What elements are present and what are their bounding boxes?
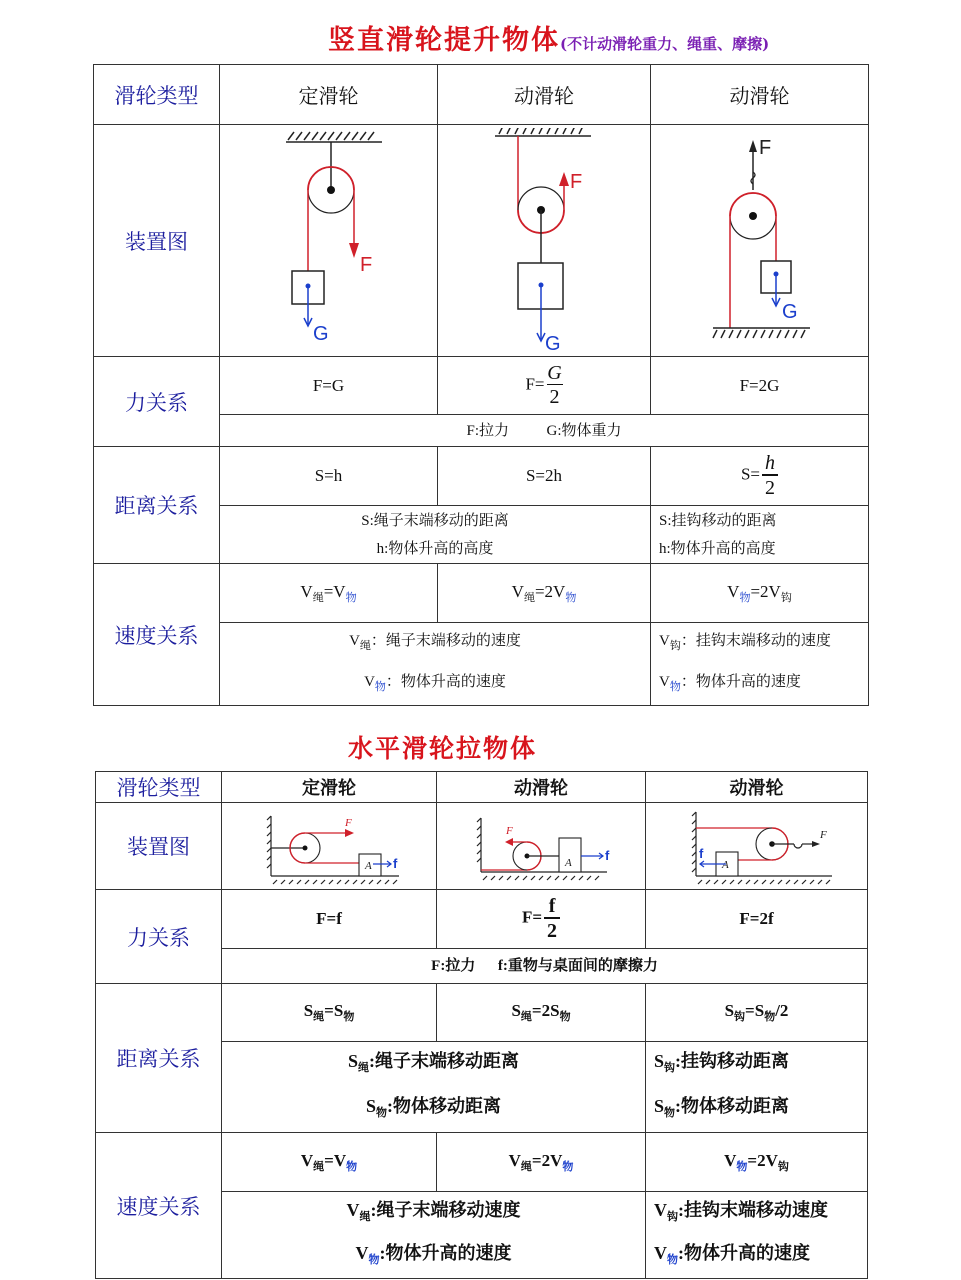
denominator: 2 <box>549 386 560 409</box>
section2-title-main: 水平滑轮拉物体 <box>348 734 538 763</box>
symbol: V <box>724 1150 737 1170</box>
column-fixed-pulley: 定滑轮 <box>222 772 437 803</box>
subscript: 物 <box>346 1160 358 1173</box>
section2-title <box>348 729 537 765</box>
subscript: 绳 <box>358 1062 369 1074</box>
row-header-diagram: 装置图 <box>94 125 220 357</box>
subscript: 物 <box>669 681 681 693</box>
diagram-row <box>96 803 868 890</box>
subscript: 绳 <box>520 1160 532 1173</box>
horizontal-reversed-pulley-diagram-cell <box>646 803 868 890</box>
equation: =V <box>324 1150 347 1170</box>
symbol: V <box>355 1243 369 1263</box>
speed-formula-movable <box>437 1133 646 1192</box>
legend-line: h:物体升高的高度 <box>376 540 494 557</box>
legend-text: :物体升高的速度 <box>379 1243 512 1263</box>
legend-text: :物体移动距离 <box>387 1096 501 1116</box>
vertical-pulley-table <box>93 64 869 706</box>
distance-legend-left <box>222 1042 646 1133</box>
distance-legend-left <box>220 506 651 564</box>
symbol: V <box>346 1200 360 1220</box>
distance-legend-right <box>646 1042 868 1133</box>
row-header-type: 滑轮类型 <box>96 772 222 803</box>
symbol: V <box>511 581 524 601</box>
distance-formula-fixed <box>222 984 437 1042</box>
symbol: S <box>724 1001 735 1020</box>
numerator: h <box>765 452 776 475</box>
subscript: 物 <box>562 1160 574 1173</box>
svg-text:A: A <box>365 860 372 872</box>
subscript: 钩 <box>777 1160 789 1173</box>
legend-text: ：物体升高的速度 <box>385 674 506 690</box>
subscript: 物 <box>667 1254 678 1266</box>
legend-line <box>222 1042 645 1087</box>
distance-formula-movable <box>437 984 646 1042</box>
symbol: V <box>300 1150 314 1170</box>
row-header-distance: 距离关系 <box>94 447 220 564</box>
horizontal-fixed-pulley-diagram <box>229 806 429 886</box>
symbol: S <box>654 1051 665 1071</box>
svg-text:A: A <box>721 859 729 871</box>
svg-text:f: f <box>393 856 398 871</box>
section1-title-note: (不计动滑轮重力、绳重、摩擦) <box>560 35 770 53</box>
legend-text: ：挂钩末端移动的速度 <box>680 633 831 649</box>
speed-row <box>96 1133 868 1192</box>
distance-formula-fixed: S=h <box>220 447 438 506</box>
distance-legend-right <box>651 506 869 564</box>
fixed-pulley-diagram-cell <box>220 125 438 357</box>
numerator: f <box>548 895 556 918</box>
speed-row <box>94 564 869 623</box>
horizontal-fixed-pulley-diagram-cell <box>222 803 437 890</box>
legend-text: ：绳子末端移动的速度 <box>370 633 521 649</box>
force-formula-prefix: F= <box>525 374 545 394</box>
column-movable-pulley-reversed: 动滑轮 <box>646 772 868 803</box>
symbol: V <box>659 633 670 649</box>
legend-text: :绳子末端移动距离 <box>369 1051 519 1071</box>
svg-text:F: F <box>506 825 513 837</box>
legend-line <box>654 1235 867 1278</box>
force-formula-reversed: F=2f <box>646 890 868 949</box>
type-row <box>94 65 869 125</box>
symbol: V <box>508 1150 521 1170</box>
subscript: 绳 <box>523 591 535 604</box>
svg-text:F: F <box>758 137 771 159</box>
equation: =S <box>745 1001 765 1020</box>
force-arrow-icon <box>505 838 513 846</box>
speed-formula-movable <box>438 564 651 623</box>
subscript: 物 <box>374 681 386 693</box>
svg-text:G: G <box>781 301 798 323</box>
equation: =2V <box>534 581 566 601</box>
horizontal-movable-pulley-diagram-cell <box>437 803 646 890</box>
section1-title <box>328 18 769 57</box>
svg-text:F: F <box>570 171 583 193</box>
symbol: V <box>727 581 740 601</box>
symbol: V <box>364 674 375 690</box>
force-arrow-icon <box>345 829 354 837</box>
diagram-row <box>94 125 869 357</box>
symbol: S <box>303 1001 314 1020</box>
subscript: 物 <box>664 1107 676 1119</box>
subscript: 物 <box>764 1011 776 1023</box>
speed-legend-right <box>651 623 869 706</box>
legend-line <box>222 1087 645 1132</box>
force-legend: F:拉力 G:物体重力 <box>220 415 869 447</box>
force-formula-movable <box>438 357 651 415</box>
equation: =2V <box>750 581 781 601</box>
force-legend: F:拉力 f:重物与桌面间的摩擦力 <box>222 949 868 984</box>
legend-line <box>222 1192 645 1235</box>
fraction <box>762 452 778 500</box>
svg-text:G: G <box>312 323 329 345</box>
horizontal-movable-pulley-diagram <box>441 806 641 886</box>
subscript: 物 <box>559 1011 571 1023</box>
svg-text:G: G <box>545 333 561 353</box>
legend-text: :物体升高的速度 <box>678 1243 810 1263</box>
subscript: 物 <box>345 591 357 604</box>
svg-text:A: A <box>565 857 572 869</box>
row-header-force: 力关系 <box>96 890 222 984</box>
equation-tail: /2 <box>775 1001 789 1020</box>
distance-row <box>94 447 869 506</box>
force-formula-prefix: F= <box>521 907 543 927</box>
equation: =V <box>323 581 346 601</box>
force-formula-fixed: F=f <box>222 890 437 949</box>
subscript: 钩 <box>667 1211 678 1223</box>
fraction <box>544 895 560 943</box>
subscript: 物 <box>739 591 751 604</box>
subscript: 物 <box>736 1160 748 1173</box>
movable-pulley-diagram <box>439 128 649 353</box>
equation: =2V <box>531 1150 563 1170</box>
speed-legend-left <box>222 1192 646 1279</box>
legend-line: h:物体升高的高度 <box>659 540 776 557</box>
legend-line: S:绳子末端移动的距离 <box>361 512 509 529</box>
force-row <box>94 357 869 415</box>
legend-text: :物体移动距离 <box>675 1096 790 1116</box>
reversed-movable-pulley-diagram <box>655 128 865 353</box>
hook-icon <box>794 844 802 848</box>
column-movable-pulley: 动滑轮 <box>437 772 646 803</box>
legend-text: :绳子末端移动速度 <box>370 1200 521 1220</box>
legend-line <box>659 623 868 664</box>
force-arrow-icon <box>812 841 820 847</box>
column-movable-pulley-reversed: 动滑轮 <box>651 65 869 125</box>
distance-formula-movable: S=2h <box>438 447 651 506</box>
subscript: 绳 <box>520 1011 532 1023</box>
distance-formula-reversed <box>646 984 868 1042</box>
column-fixed-pulley: 定滑轮 <box>220 65 438 125</box>
legend-text: :挂钩移动距离 <box>675 1051 790 1071</box>
distance-formula-prefix: S= <box>740 464 761 484</box>
subscript: 绳 <box>313 1160 325 1173</box>
column-movable-pulley: 动滑轮 <box>438 65 651 125</box>
speed-legend-right <box>646 1192 868 1279</box>
type-row <box>96 772 868 803</box>
symbol: S <box>365 1096 376 1116</box>
svg-text:f: f <box>698 846 703 861</box>
row-header-diagram: 装置图 <box>96 803 222 890</box>
legend-line <box>222 1235 645 1278</box>
symbol: S <box>347 1051 358 1071</box>
svg-text:F: F <box>345 817 352 829</box>
fixed-pulley-diagram <box>224 128 434 353</box>
svg-text:F: F <box>819 829 827 841</box>
subscript: 物 <box>565 591 577 604</box>
symbol: S <box>654 1096 665 1116</box>
legend-line <box>654 1087 867 1132</box>
symbol: V <box>300 581 313 601</box>
force-arrow-icon <box>349 243 359 258</box>
symbol: S <box>511 1001 521 1020</box>
subscript: 钩 <box>780 591 792 604</box>
speed-formula-reversed <box>646 1133 868 1192</box>
subscript: 绳 <box>359 1211 371 1223</box>
horizontal-pulley-table <box>95 771 868 1279</box>
numerator: G <box>547 361 562 384</box>
row-header-speed: 速度关系 <box>96 1133 222 1279</box>
speed-formula-fixed <box>220 564 438 623</box>
subscript: 钩 <box>669 640 681 652</box>
subscript: 物 <box>376 1107 387 1119</box>
fraction <box>547 362 563 410</box>
row-header-force: 力关系 <box>94 357 220 447</box>
force-formula-reversed: F=2G <box>651 357 869 415</box>
symbol: V <box>654 1243 667 1263</box>
distance-formula-reversed <box>651 447 869 506</box>
subscript: 物 <box>368 1254 380 1266</box>
legend-line <box>654 1042 867 1087</box>
subscript: 绳 <box>313 1011 325 1023</box>
subscript: 钩 <box>664 1062 676 1074</box>
section1-title-main: 竖直滑轮提升物体 <box>328 25 560 56</box>
denominator: 2 <box>765 476 776 499</box>
legend-text: ：物体升高的速度 <box>680 674 801 690</box>
legend-line: S:挂钩移动的距离 <box>659 512 777 529</box>
legend-text: :挂钩末端移动速度 <box>678 1200 828 1220</box>
legend-line <box>659 664 868 705</box>
equation: =S <box>324 1001 344 1020</box>
symbol: V <box>349 633 360 649</box>
svg-text:F: F <box>359 254 372 276</box>
symbol: V <box>659 674 670 690</box>
row-header-speed: 速度关系 <box>94 564 220 706</box>
row-header-distance: 距离关系 <box>96 984 222 1133</box>
speed-legend-left <box>220 623 651 706</box>
legend-line <box>220 664 650 705</box>
reversed-movable-pulley-diagram-cell <box>651 125 869 357</box>
equation: =2V <box>747 1150 778 1170</box>
legend-line <box>654 1192 867 1235</box>
force-formula-movable <box>437 890 646 949</box>
equation: =2S <box>531 1001 560 1020</box>
row-header-type: 滑轮类型 <box>94 65 220 125</box>
subscript: 绳 <box>359 640 371 652</box>
horizontal-reversed-pulley-diagram <box>652 806 862 886</box>
symbol: V <box>654 1200 667 1220</box>
svg-text:f: f <box>605 848 610 863</box>
force-arrow-icon <box>749 140 757 152</box>
force-row <box>96 890 868 949</box>
speed-formula-reversed <box>651 564 869 623</box>
force-formula-fixed: F=G <box>220 357 438 415</box>
subscript: 物 <box>343 1011 355 1023</box>
movable-pulley-diagram-cell <box>438 125 651 357</box>
subscript: 钩 <box>734 1011 746 1023</box>
legend-line <box>220 623 650 664</box>
speed-formula-fixed <box>222 1133 437 1192</box>
force-arrow-icon <box>559 172 569 186</box>
denominator: 2 <box>547 919 558 942</box>
subscript: 绳 <box>312 591 324 604</box>
distance-row <box>96 984 868 1042</box>
